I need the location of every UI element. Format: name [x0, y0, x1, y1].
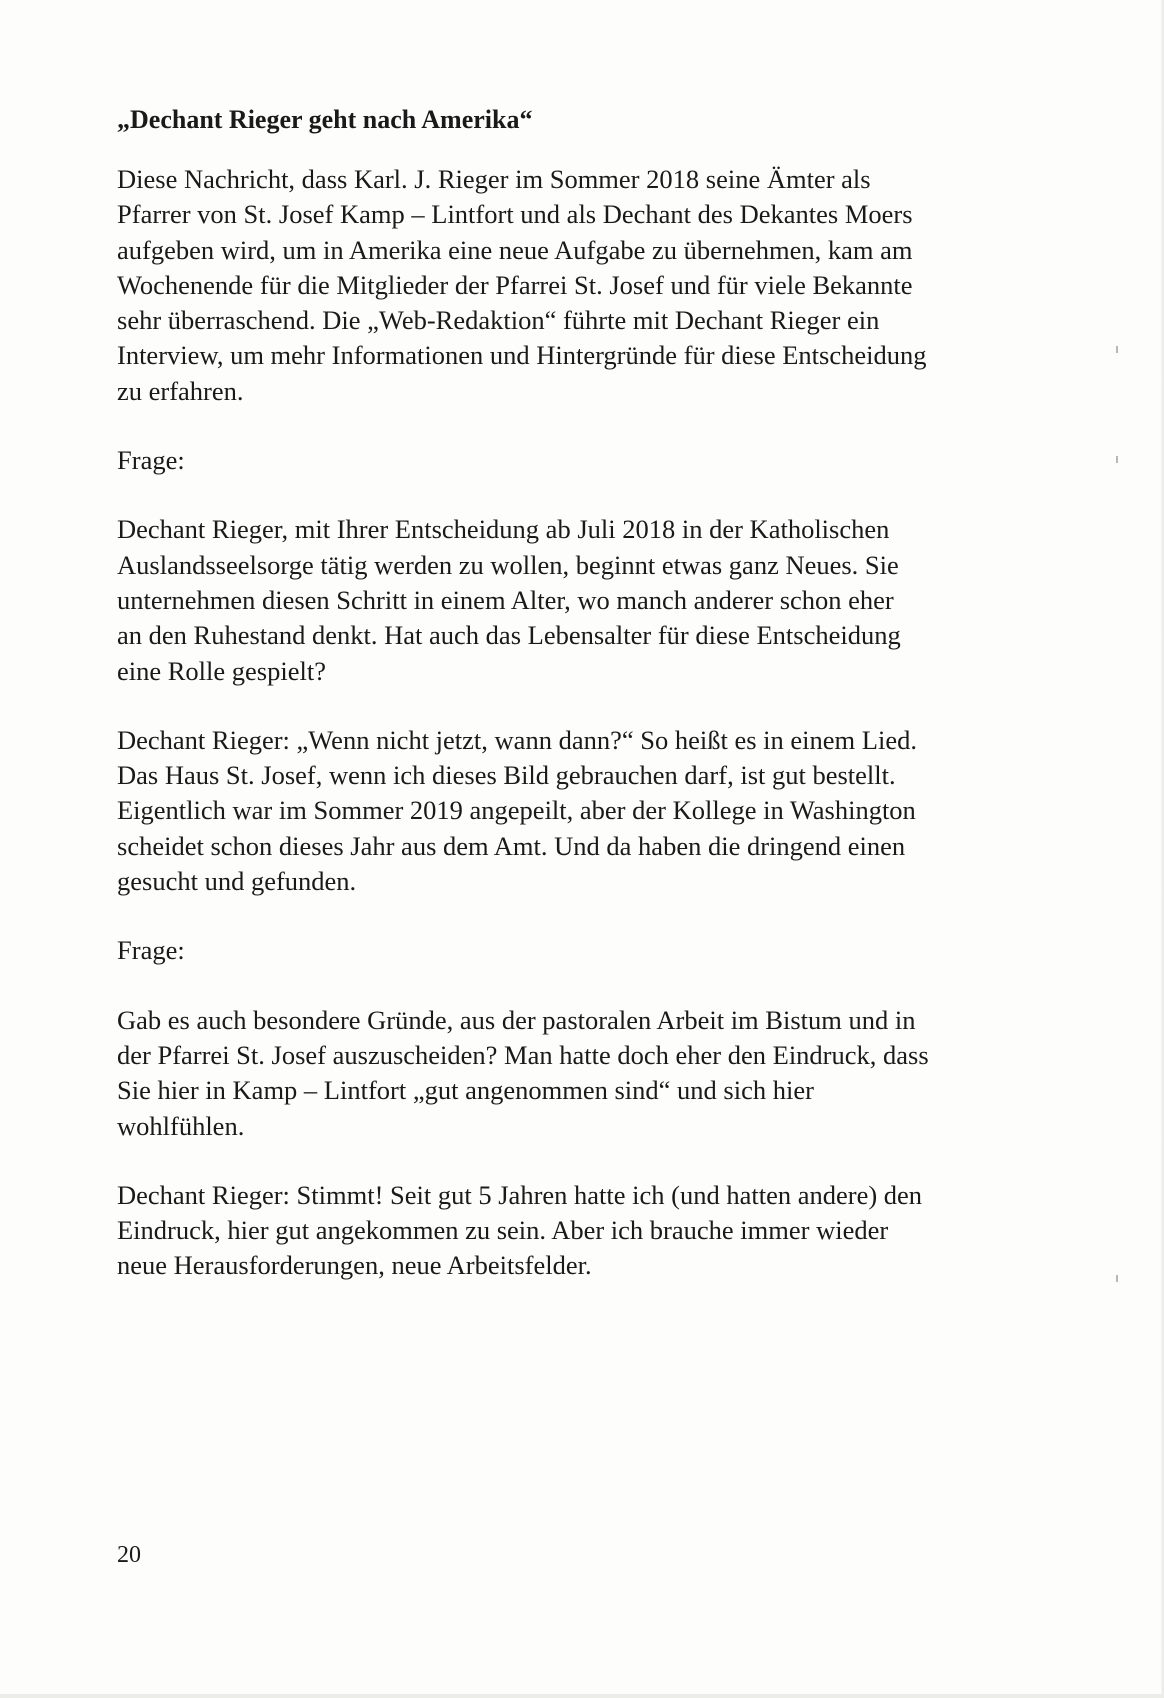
question-2-paragraph [117, 1003, 1077, 1144]
text-line: Eigentlich war im Sommer 2019 angepeilt, aber der Kollege in Washington [117, 795, 916, 826]
text-line: Auslandsseelsorge tätig werden zu wollen, beginnt etwas ganz Neues. Sie [117, 549, 899, 580]
text-line: scheidet schon dieses Jahr aus dem Amt. Und da haben die dringend einen [117, 830, 906, 861]
text-line: Dechant Rieger: „Wenn nicht jetzt, wann dann?“ So heißt es in einem Lied. [117, 724, 917, 755]
scan-mark [1116, 456, 1118, 463]
scan-bottom-edge [0, 1694, 1164, 1698]
text-line: Sie hier in Kamp – Lintfort „gut angenommen sind“ und sich hier [117, 1075, 814, 1106]
text-line: Diese Nachricht, dass Karl. J. Rieger im Sommer 2018 seine Ämter als [117, 164, 871, 194]
text-line: Interview, um mehr Informationen und Hintergründe für diese Entscheidung [117, 340, 927, 371]
text-line: Dechant Rieger, mit Ihrer Entscheidung ab Juli 2018 in der Katholischen [117, 514, 890, 545]
question-label-2 [117, 933, 1077, 968]
text-line: Das Haus St. Josef, wenn ich dieses Bild gebrauchen darf, ist gut bestellt. [117, 760, 896, 791]
text-line: neue Herausforderungen, neue Arbeitsfelder. [117, 1250, 592, 1281]
answer-2-paragraph [117, 1178, 1077, 1284]
answer-1-paragraph [117, 723, 1077, 899]
text-line: zu erfahren. [117, 375, 244, 406]
text-line: sehr überraschend. Die „Web-Redaktion“ führte mit Dechant Rieger ein [117, 305, 880, 336]
page-number: 20 [117, 1542, 141, 1568]
text-line: der Pfarrei St. Josef auszuscheiden? Man hatte doch eher den Eindruck, dass [117, 1039, 929, 1070]
text-line: gesucht und gefunden. [117, 866, 357, 897]
scan-mark [1116, 346, 1118, 353]
text-line: Pfarrer von St. Josef Kamp – Lintfort und als Dechant des Dekantes Moers [117, 199, 913, 230]
text-line: unternehmen diesen Schritt in einem Alter, wo manch anderer schon eher [117, 584, 894, 615]
text-line: Gab es auch besondere Gründe, aus der pastoralen Arbeit im Bistum und in [117, 1004, 916, 1035]
text-line: an den Ruhestand denkt. Hat auch das Lebensalter für diese Entscheidung [117, 620, 901, 651]
text-line: wohlfühlen. [117, 1110, 245, 1141]
text-line: Frage: [117, 935, 185, 966]
scan-mark [1116, 1275, 1118, 1282]
text-line: eine Rolle gespielt? [117, 655, 326, 686]
question-1-paragraph [117, 512, 1077, 688]
text-line: Eindruck, hier gut angekommen zu sein. Aber ich brauche immer wieder [117, 1215, 889, 1246]
text-line: Dechant Rieger: Stimmt! Seit gut 5 Jahren hatte ich (und hatten andere) den [117, 1179, 923, 1210]
text-line: aufgeben wird, um in Amerika eine neue Aufgabe zu übernehmen, kam am [117, 234, 913, 265]
intro-paragraph [117, 162, 1077, 409]
question-label-1 [117, 443, 1077, 478]
article-title: „Dechant Rieger geht nach Amerika“ [117, 105, 533, 134]
article-body [117, 102, 1077, 1318]
text-line: Wochenende für die Mitglieder der Pfarrei St. Josef und für viele Bekannte [117, 269, 913, 300]
text-line: Frage: [117, 445, 185, 476]
